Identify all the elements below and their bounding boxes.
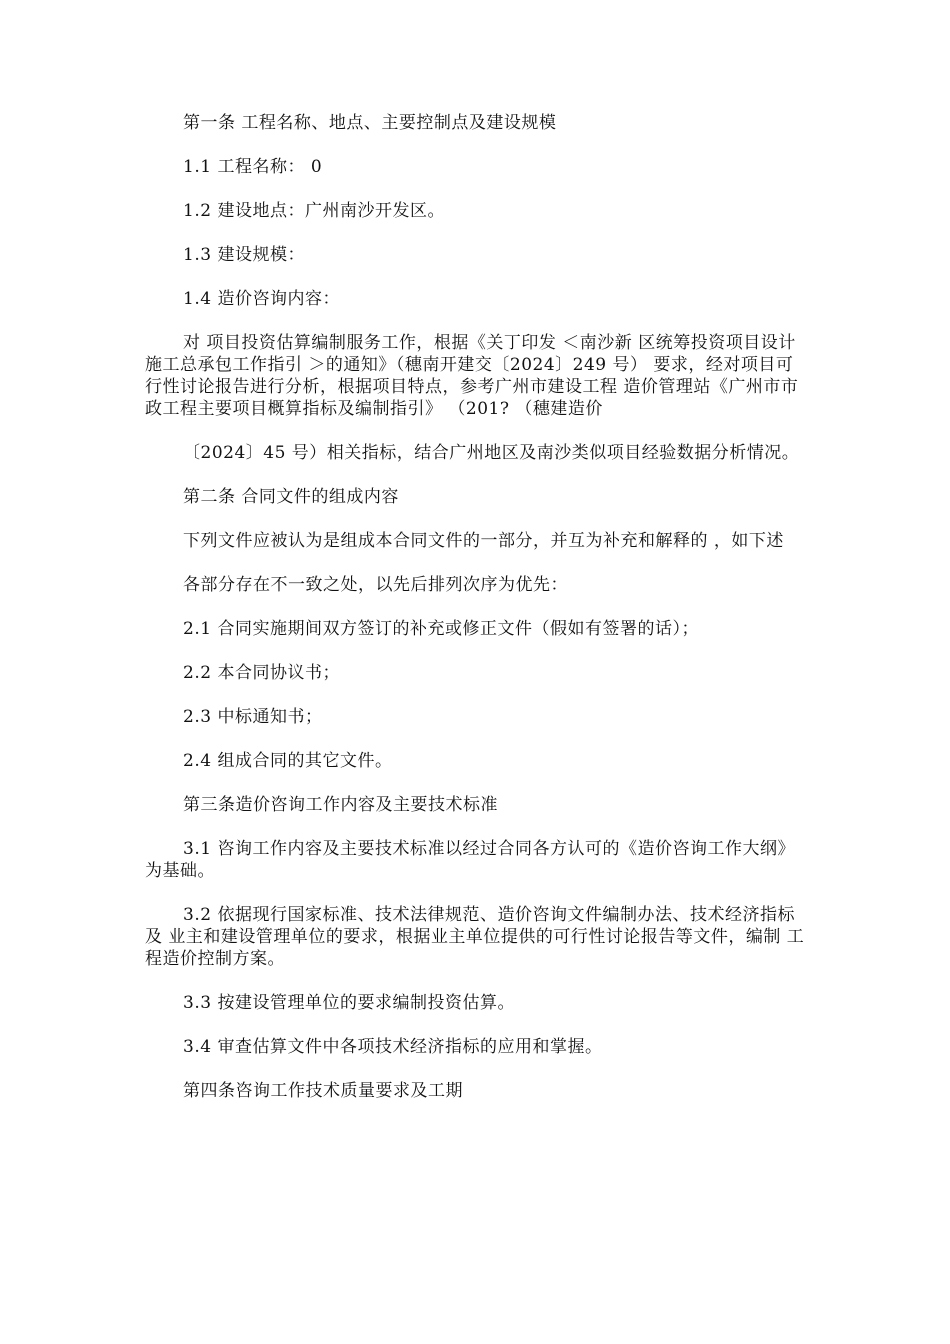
reference-paragraph: 〔2024〕45 号）相关指标，结合广州地区及南沙类似项目经验数据分析情况。: [183, 443, 800, 463]
item-2-4: 2.4 组成合同的其它文件。: [183, 751, 393, 771]
article-1-heading: 第一条 工程名称、地点、主要控制点及建设规模: [183, 113, 557, 133]
item-3-3: 3.3 按建设管理单位的要求编制投资估算。: [183, 993, 515, 1013]
item-2-1: 2.1 合同实施期间双方签订的补充或修正文件（假如有签署的话）；: [183, 619, 699, 639]
article-2-heading: 第二条 合同文件的组成内容: [183, 487, 399, 507]
consulting-content-line: 1.4 造价咨询内容：: [183, 289, 340, 309]
project-name-line: 1.1 工程名称： 0: [183, 157, 323, 177]
item-3-2: 3.2 依据现行国家标准、技术法律规范、造价咨询文件编制办法、技术经济指标及 业主和建设管理单位的要求，根据业主单位提供的可行性讨论报告等文件，编制 工程造价控制方案。: [145, 905, 805, 969]
document-page: [145, 112, 805, 1124]
consulting-content-paragraph: 对 项目投资估算编制服务工作，根据《关丁印发 ＜南沙新 区统筹投资项目设计施工总承包工作指引 ＞的通知》（穗南开建交〔2024〕249 号） 要求，经对项目可行性讨论报告进行分析，根据项目特点，参考广州市建设工程 造价管理站《广州市市政工程主要项目概算指标及编制指引》 （201? （穗建造价: [145, 333, 799, 419]
item-3-1: 3.1 咨询工作内容及主要技术标准以经过合同各方认可的《造价咨询工作大纲》 为基础。: [145, 839, 795, 881]
item-2-2: 2.2 本合同协议书；: [183, 663, 340, 683]
contract-documents-intro: 下列文件应被认为是组成本合同文件的一部分，并互为补充和解释的 ，如下述: [183, 531, 784, 551]
item-3-4: 3.4 审查估算文件中各项技术经济指标的应用和掌握。: [183, 1037, 603, 1057]
priority-order-line: 各部分存在不一致之处，以先后排列次序为优先：: [183, 575, 568, 595]
article-3-heading: 第三条造价咨询工作内容及主要技术标准: [183, 795, 498, 815]
construction-site-line: 1.2 建设地点：广州南沙开发区。: [183, 201, 445, 221]
item-2-3: 2.3 中标通知书；: [183, 707, 323, 727]
article-4-heading: 第四条咨询工作技术质量要求及工期: [183, 1081, 463, 1101]
construction-scale-line: 1.3 建设规模：: [183, 245, 305, 265]
